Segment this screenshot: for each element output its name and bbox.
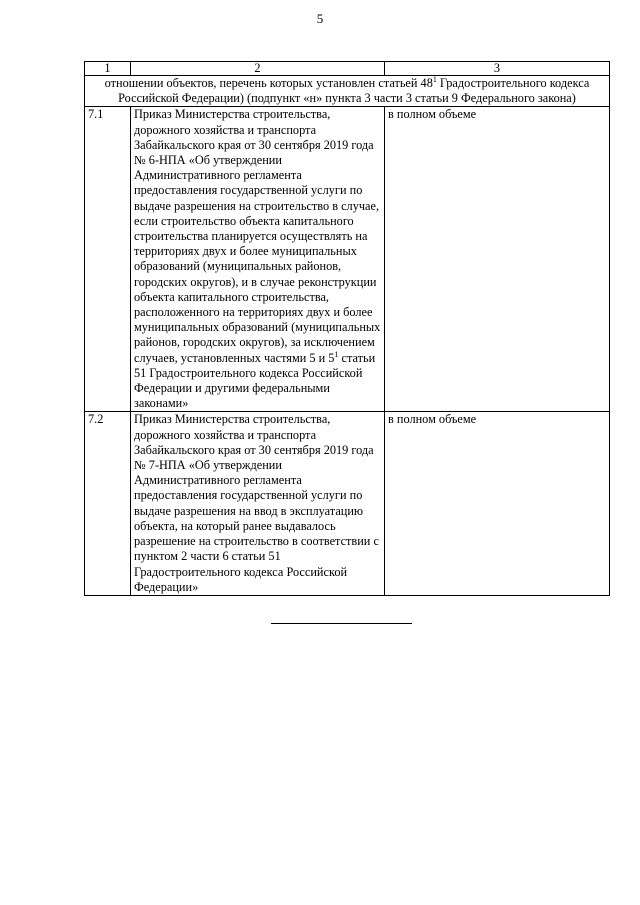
continuation-text-part1: отношении объектов, перечень которых установлен статьей 48 [104,76,433,90]
page-number: 5 [316,11,324,26]
row-number: 7.2 [85,412,131,595]
column-header-3: 3 [385,62,610,76]
column-header-row [85,62,610,76]
column-header-1: 1 [85,62,131,76]
continuation-text-part2: Градостроительного кодекса Российской Федерации) (подпункт «н» пункта 3 части 3 статьи 9 Федерального закона) [118,76,590,106]
continuation-text [85,76,610,107]
row-scope: в полном объеме [385,412,610,595]
row-text-part1: Приказ Министерства строительства, дорожного хозяйства и транспорта Забайкальского края от 30 сентября 2019 года № 6-НПА «Об утверждении Административного регламента предоставления государственной услуги по выдаче разрешения на строительство в случае, если строительство объекта капитального строительства планируется осуществлять на территориях двух и более муниципальных образований (муниципальных районов, городских округов), и в случае реконструкции объекта капитального строительства, расположенного на территориях двух и более муниципальных образований (муниципальных районов, городских округов), за исключением случаев, установленных частями 5 и 5 [134,107,381,365]
row-text-superscript: 1 [334,349,339,359]
column-header-2: 2 [131,62,385,76]
row-text-part2: статьи 51 Градостроительного кодекса Российской Федерации и другими федеральными законами» [134,350,376,411]
table-row [85,412,610,595]
row-number: 7.1 [85,107,131,412]
row-document-text [131,107,385,412]
document-table [84,61,610,596]
table-row [85,107,610,412]
continuation-row [85,76,610,107]
row-document-text: Приказ Министерства строительства, дорожного хозяйства и транспорта Забайкальского края от 30 сентября 2019 года № 7-НПА «Об утверждении Административного регламента предоставления государственной услуги по выдаче разрешения на ввод в эксплуатацию объекта, на который ранее выдавалось разрешение на строительство в соответствии с пунктом 2 части 6 статьи 51 Градостроительного кодекса Российской Федерации» [131,412,385,595]
end-separator-line [271,623,412,624]
row-scope: в полном объеме [385,107,610,412]
continuation-superscript: 1 [432,74,437,84]
